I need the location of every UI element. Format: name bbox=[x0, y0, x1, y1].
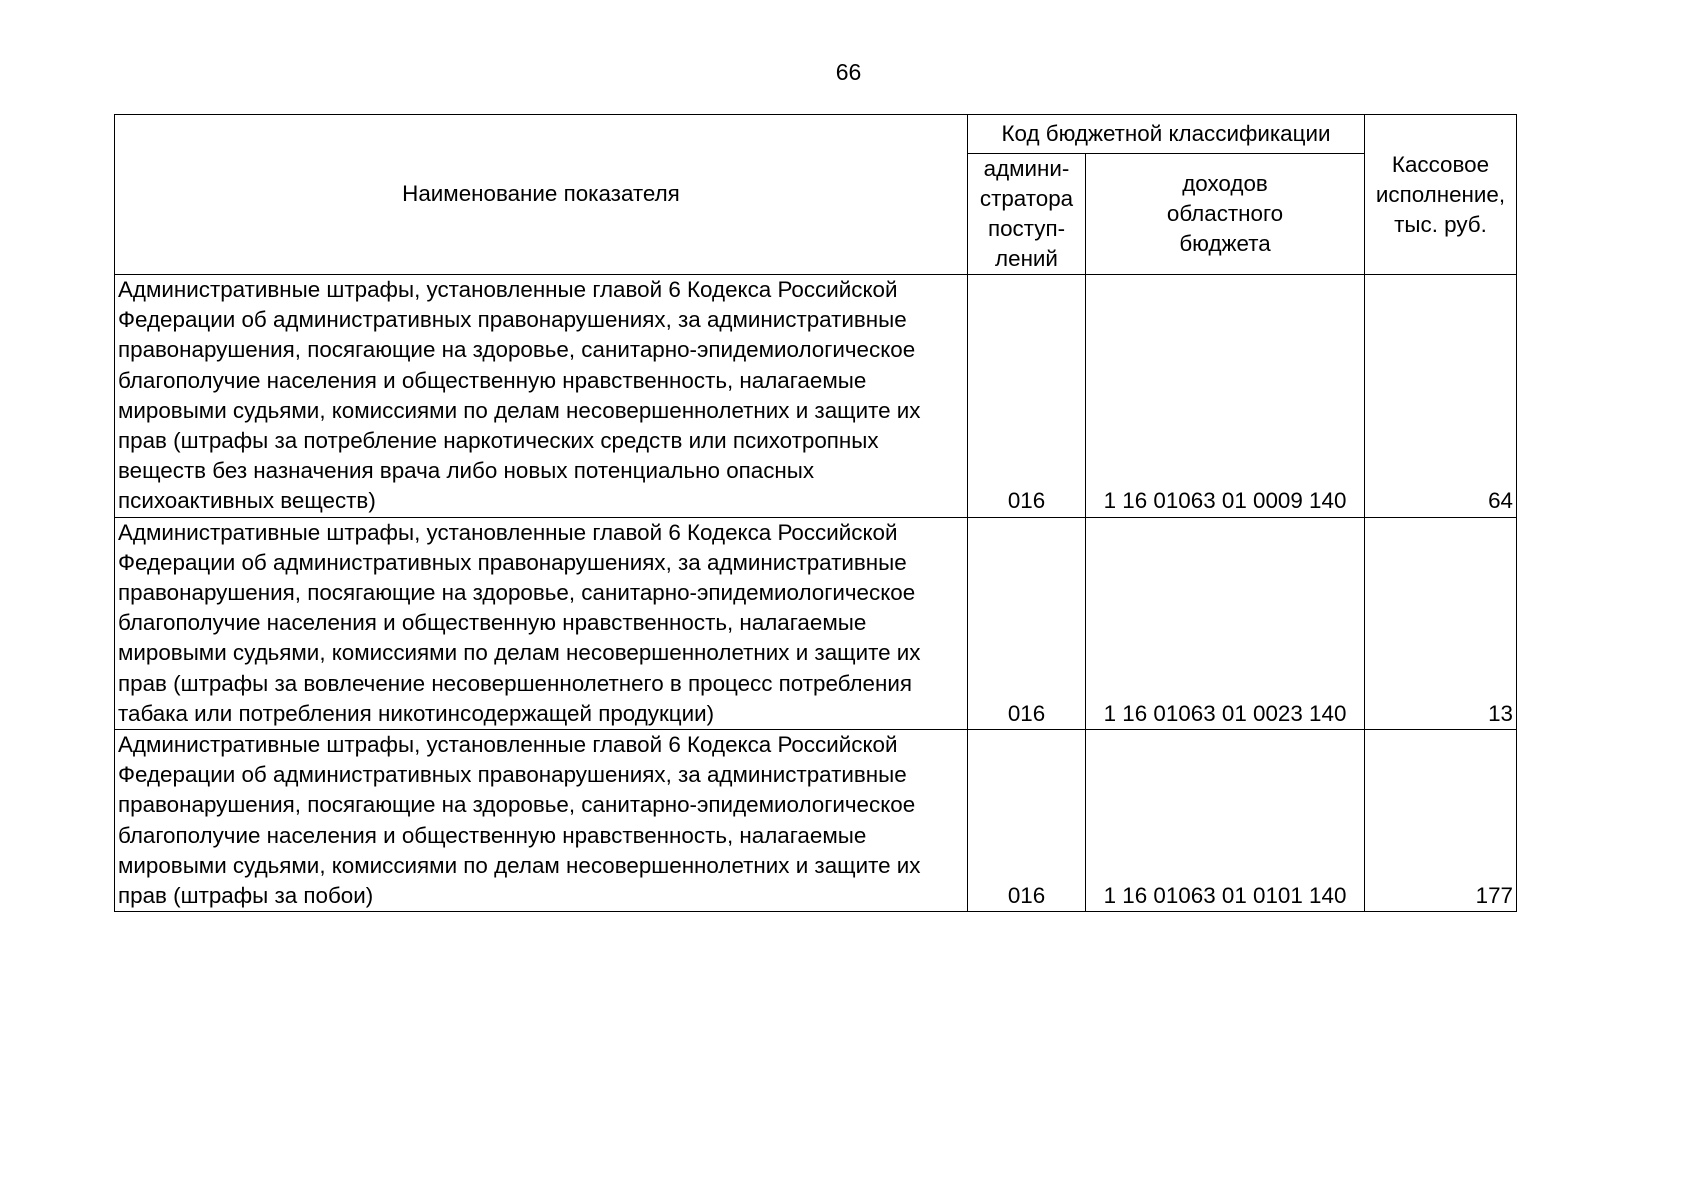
row-indicator-name: Административные штрафы, установленные главой 6 Кодекса Российской Федерации об административных правонарушениях, за административные правонарушения, посягающие на здоровье, санитарно-эпидемиологическое благополучие населения и общественную нравственность, налагаемые мировыми судьями, комиссиями по делам несовершеннолетних и защите их прав (штрафы за потребление наркотических средств или психотропных веществ без назначения врача либо новых потенциально опасных психоактивных веществ) bbox=[115, 275, 968, 518]
row-admin-code: 016 bbox=[968, 517, 1086, 729]
row-cash-amount: 64 bbox=[1365, 275, 1517, 518]
header-revenue-administrator: админи- стратора поступ- лений bbox=[968, 154, 1086, 275]
row-admin-code: 016 bbox=[968, 275, 1086, 518]
row-admin-code: 016 bbox=[968, 730, 1086, 912]
row-cash-amount: 177 bbox=[1365, 730, 1517, 912]
table-header bbox=[115, 115, 1517, 275]
table-row bbox=[115, 730, 1517, 912]
row-indicator-name: Административные штрафы, установленные главой 6 Кодекса Российской Федерации об административных правонарушениях, за административные правонарушения, посягающие на здоровье, санитарно-эпидемиологическое благополучие населения и общественную нравственность, налагаемые мировыми судьями, комиссиями по делам несовершеннолетних и защите их прав (штрафы за вовлечение несовершеннолетнего в процесс потребления табака или потребления никотинсодержащей продукции) bbox=[115, 517, 968, 729]
budget-revenue-table bbox=[114, 114, 1517, 912]
table-row bbox=[115, 275, 1517, 518]
row-income-code: 1 16 01063 01 0009 140 bbox=[1086, 275, 1365, 518]
header-regional-budget-income: доходов областного бюджета bbox=[1086, 154, 1365, 275]
row-cash-amount: 13 bbox=[1365, 517, 1517, 729]
header-budget-classification-code: Код бюджетной классификации bbox=[968, 115, 1365, 154]
row-indicator-name: Административные штрафы, установленные главой 6 Кодекса Российской Федерации об административных правонарушениях, за административные правонарушения, посягающие на здоровье, санитарно-эпидемиологическое благополучие населения и общественную нравственность, налагаемые мировыми судьями, комиссиями по делам несовершеннолетних и защите их прав (штрафы за побои) bbox=[115, 730, 968, 912]
header-indicator-name: Наименование показателя bbox=[115, 115, 968, 275]
row-income-code: 1 16 01063 01 0023 140 bbox=[1086, 517, 1365, 729]
page-number: 66 bbox=[835, 59, 862, 85]
header-cash-execution: Кассовое исполнение, тыс. руб. bbox=[1365, 115, 1517, 275]
table-row bbox=[115, 517, 1517, 729]
row-income-code: 1 16 01063 01 0101 140 bbox=[1086, 730, 1365, 912]
